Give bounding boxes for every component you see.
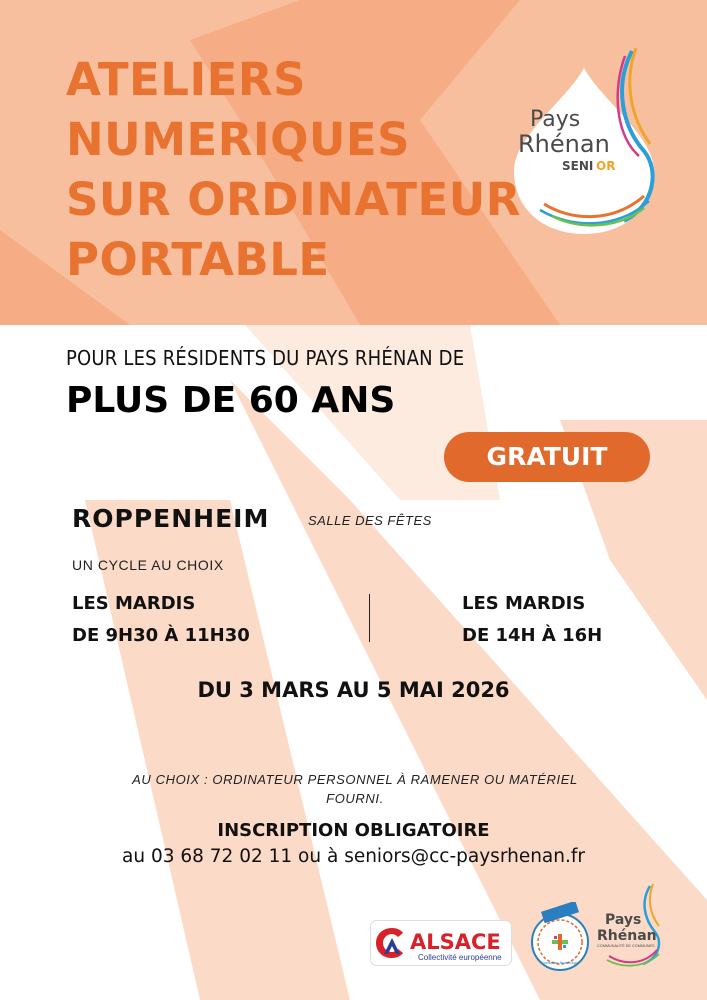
pr-line3: COMMUNAUTÉ DE COMMUNES: [597, 944, 655, 948]
title-line: ATELIERS: [66, 53, 306, 106]
session-time: DE 9H30 À 11H30: [72, 625, 250, 646]
session-divider: [369, 594, 370, 642]
session-day: LES MARDIS: [462, 593, 586, 614]
pr-line1: Pays: [605, 912, 642, 928]
free-badge: GRATUIT: [444, 432, 650, 482]
page-title: [66, 50, 521, 290]
date-range: DU 3 MARS AU 5 MAI 2026: [197, 678, 510, 702]
alsace-tagline: Collectivité européenne: [418, 953, 502, 962]
registration-contact[interactable]: au 03 68 72 02 11 ou à seniors@cc-paysrhenan.fr: [122, 846, 585, 867]
title-line: PORTABLE: [66, 233, 330, 286]
conseiller-numerique-badge: [528, 902, 592, 974]
session-afternoon: [462, 588, 602, 652]
title-line: SUR ORDINATEUR: [66, 173, 521, 226]
session-day: LES MARDIS: [72, 593, 196, 614]
logo-line1: Pays: [530, 107, 581, 132]
cycle-label: UN CYCLE AU CHOIX: [72, 557, 224, 573]
pays-rhenan-senior-logo: [504, 46, 664, 236]
title-line: NUMERIQUES: [66, 113, 411, 166]
session-time: DE 14H À 16H: [462, 625, 603, 646]
badge-text: Conseiller Numérique: [540, 960, 580, 965]
logo-line3-b: OR: [596, 159, 616, 173]
venue-name: SALLE DES FÊTES: [308, 513, 432, 528]
audience-text: POUR LES RÉSIDENTS DU PAYS RHÉNAN DE: [66, 346, 465, 370]
registration-heading: INSCRIPTION OBLIGATOIRE: [217, 820, 490, 841]
equipment-note: AU CHOIX : ORDINATEUR PERSONNEL À RAMENER OU MATÉRIEL FOURNI.: [132, 772, 578, 806]
logo-line2: Rhénan: [518, 130, 610, 158]
session-morning: [72, 588, 250, 652]
city-name: ROPPENHEIM: [72, 504, 270, 533]
alsace-name: ALSACE: [410, 930, 501, 954]
audience-age: PLUS DE 60 ANS: [66, 380, 396, 421]
alsace-logo: [370, 920, 512, 966]
pr-line2: Rhénan: [597, 928, 657, 944]
logo-line3-a: SENI: [562, 159, 594, 173]
pays-rhenan-logo-small: [595, 884, 665, 968]
